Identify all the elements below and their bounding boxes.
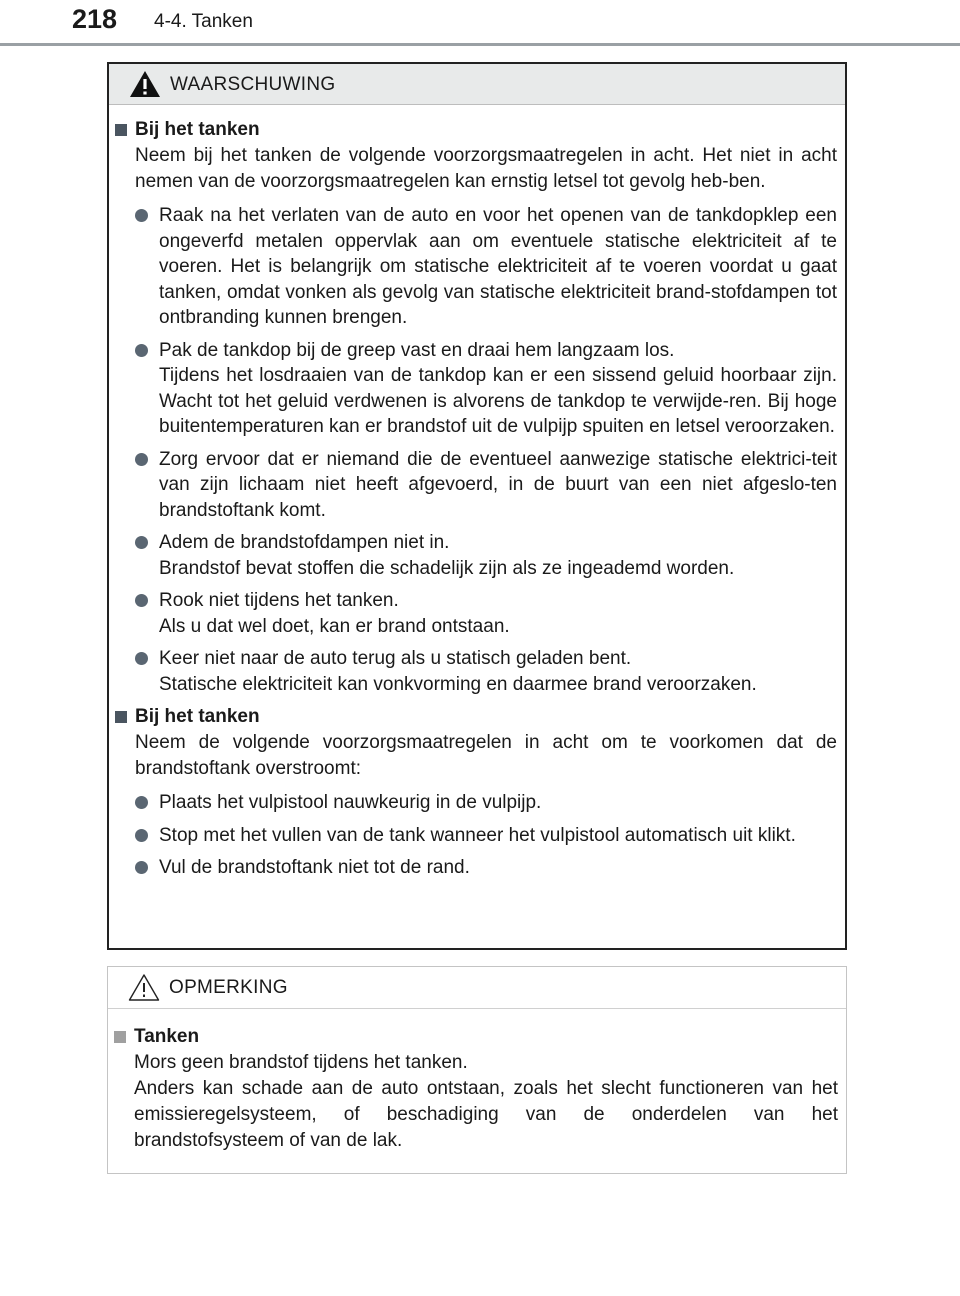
header-rule [0,43,960,46]
round-bullet-icon [135,536,148,549]
warning-triangle-icon [129,70,161,98]
notice-line: Anders kan schade aan de auto ontstaan, zoals het slecht functioneren van het emissieregelsysteem, of beschadiging van de onderdelen van het brandstofsysteem of van de lak. [134,1078,838,1151]
list-item: Keer niet naar de auto terug als u statisch geladen bent. Statische elektriciteit kan vonkvorming en daarmee brand veroorzaken. [115,646,837,697]
square-bullet-icon [115,124,127,136]
warning-section-heading: Bij het tanken [115,704,837,730]
notice-line: Mors geen brandstof tijdens het tanken. [134,1052,468,1073]
caution-triangle-outline-icon [128,973,160,1001]
warning-box [107,62,847,950]
warning-title: WAARSCHUWING [170,74,336,95]
notice-heading: Tanken [114,1024,838,1050]
square-bullet-icon [114,1031,126,1043]
notice-header [108,967,846,1009]
list-item: Raak na het verlaten van de auto en voor het openen van de tankdopklep een ongeverfd metalen oppervlak aan om eventuele statische elektriciteit af te voeren. Het is belangrijk om statische elektriciteit af te voeren voordat u gaat tanken, omdat vonken als gevolg van statische elektriciteit brand-stofdampen tot ontbranding kunnen brengen. [115,203,837,331]
section-title: 4-4. Tanken [154,11,253,32]
list-item: Plaats het vulpistool nauwkeurig in de vulpijp. [115,790,837,816]
notice-box [107,966,847,1174]
warning-section-intro: Neem de volgende voorzorgsmaatregelen in acht om te voorkomen dat de brandstoftank overstroomt: [135,732,837,779]
list-item: Rook niet tijdens het tanken. Als u dat wel doet, kan er brand ontstaan. [115,588,837,639]
round-bullet-icon [135,829,148,842]
warning-section-heading: Bij het tanken [115,117,837,143]
list-item: Vul de brandstoftank niet tot de rand. [115,855,837,881]
warning-header [109,64,845,105]
round-bullet-icon [135,453,148,466]
round-bullet-icon [135,861,148,874]
page-header [0,0,960,48]
page-number: 218 [72,4,118,34]
round-bullet-icon [135,796,148,809]
list-item: Pak de tankdop bij de greep vast en draai hem langzaam los. Tijdens het losdraaien van de tankdop kan er een sissend geluid hoorbaar zijn. Wacht tot het geluid verdwenen is alvorens de tankdop te verwijde-ren. Bij hoge buitentemperaturen kan er brandstof uit de vulpijp spuiten en letsel veroorzaken. [115,338,837,440]
round-bullet-icon [135,594,148,607]
round-bullet-icon [135,652,148,665]
notice-body [108,1009,846,1154]
list-item: Adem de brandstofdampen niet in. Brandstof bevat stoffen die schadelijk zijn als ze ingeademd worden. [115,530,837,581]
list-item: Zorg ervoor dat er niemand die de eventueel aanwezige statische elektrici-teit van zijn lichaam niet heeft afgevoerd, in de buurt van een niet afgeslo-ten brandstoftank komt. [115,447,837,524]
list-item: Stop met het vullen van de tank wanneer het vulpistool automatisch uit klikt. [115,823,837,849]
square-bullet-icon [115,711,127,723]
round-bullet-icon [135,344,148,357]
warning-body [109,105,845,881]
notice-title: OPMERKING [169,977,288,998]
warning-section-intro: Neem bij het tanken de volgende voorzorgsmaatregelen in acht. Het niet in acht nemen van de voorzorgsmaatregelen kan ernstig letsel tot gevolg heb-ben. [135,145,837,192]
round-bullet-icon [135,209,148,222]
